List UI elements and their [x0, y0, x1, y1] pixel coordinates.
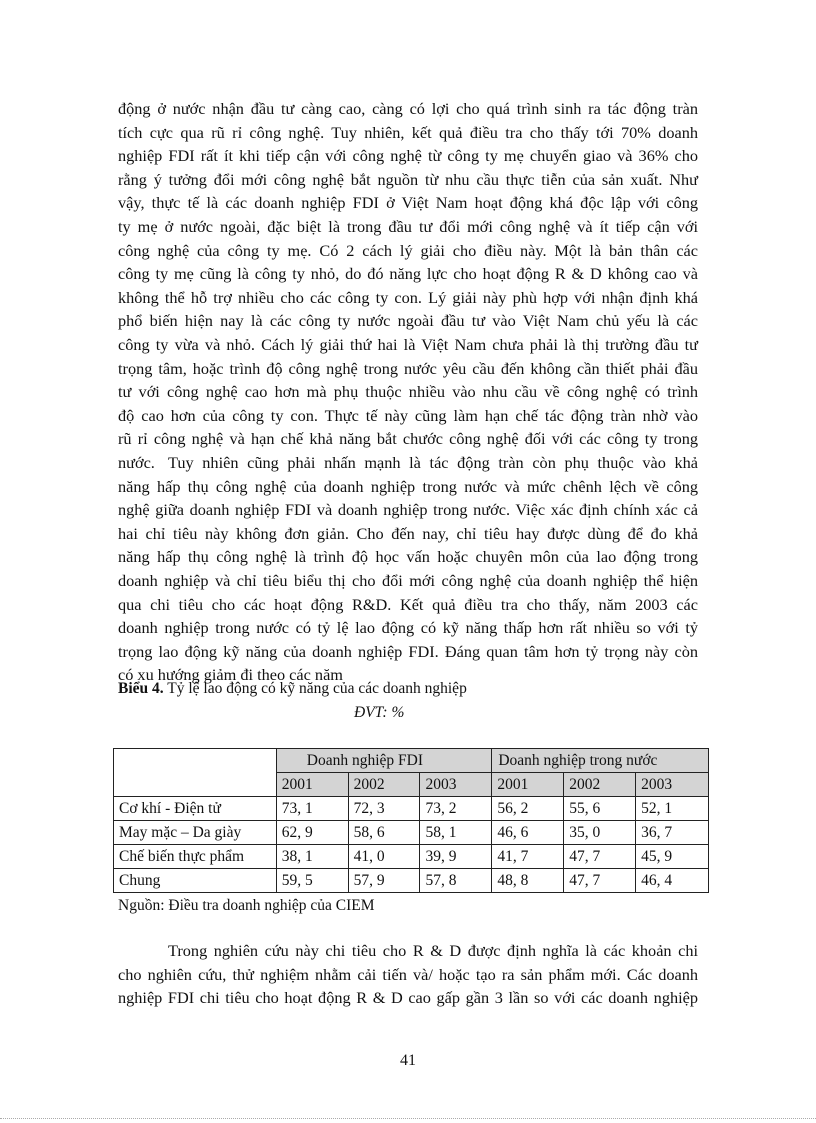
table-cell: 41, 0: [348, 845, 420, 869]
text-line: Tuy nhiên cũng phải nhấn mạnh là tác động tràn còn phụ thuộc vào khả: [168, 453, 698, 472]
text-line: ty mẹ ở nước ngoài, đặc biệt là trong đầu tư đổi mới công nghệ và ít tiếp cận với: [118, 216, 698, 236]
text-line: công nghệ của công ty mẹ. Có 2 cách lý giải cho điều này. Một là bản thân các: [118, 240, 698, 260]
table-source: Nguồn: Điều tra doanh nghiệp của CIEM: [118, 897, 375, 914]
text-line: năng hấp thụ công nghệ là trình độ học vấn hoặc chuyên môn của lao động trong: [118, 547, 698, 567]
text-line: cho nghiên cứu, thử nghiệm nhằm cải tiến và/ hoặc tạo ra sản phẩm mới. Các doanh: [118, 964, 698, 984]
table-caption: [118, 680, 467, 698]
table-cell: 39, 9: [420, 845, 492, 869]
text-line: doanh nghiệp và chỉ tiêu biểu thị cho đổi mới công nghệ của doanh nghiệp thể hiện: [118, 570, 698, 590]
group-header-fdi: Doanh nghiệp FDI: [276, 749, 492, 773]
table-cell: 56, 2: [492, 797, 564, 821]
text-line: hai chỉ tiêu này không đơn giản. Cho đến nay, chỉ tiêu hay được dùng để đo khả: [118, 523, 698, 543]
text-line: nghiệp FDI chi tiêu cho hoạt động R & D cao gấp gần 3 lần so với các doanh nghiệp: [118, 988, 698, 1008]
paragraph-2: [118, 451, 698, 687]
text-line: tích cực qua rũ rỉ công nghệ. Tuy nhiên, kết quả điều tra cho thấy tới 70% doanh: [118, 122, 698, 142]
paragraph-3: [118, 939, 698, 1010]
table-cell: 55, 6: [564, 797, 636, 821]
text-line: doanh nghiệp trong nước có tỷ lệ lao động có kỹ năng thấp hơn rất nhiều so với tỷ: [118, 618, 698, 638]
group-header-domestic: Doanh nghiệp trong nước: [492, 749, 709, 773]
table-cell: 52, 1: [636, 797, 709, 821]
text-line: Trong nghiên cứu này chi tiêu cho R & D được định nghĩa là các khoản chi: [168, 941, 698, 960]
text-line: qua chi tiêu cho các hoạt động R&D. Kết quả điều tra cho thấy, năm 2003 các: [118, 594, 698, 614]
text-line: trọng lao động kỹ năng của doanh nghiệp FDI. Đáng quan tâm hơn tỷ trọng này còn: [118, 641, 698, 661]
row-label: Cơ khí - Điện tử: [114, 797, 277, 821]
table-cell: 57, 9: [348, 869, 420, 893]
table-cell: 59, 5: [276, 869, 348, 893]
year-header: 2002: [564, 773, 636, 797]
text-line: nước.: [118, 452, 155, 472]
table-row: [114, 797, 709, 821]
text-line: rũ rỉ công nghệ và hạn chế khả năng bắt chước công nghệ đối với các công ty trong: [118, 429, 698, 449]
unit-label: ĐVT: %: [354, 704, 405, 721]
text-line: công ty vừa và nhỏ. Cách lý giải thứ hai là Việt Nam chưa phải là thị trường đầu tư: [118, 334, 698, 354]
row-label: May mặc – Da giày: [114, 821, 277, 845]
caption-text: Tỷ lệ lao động có kỹ năng của các doanh nghiệp: [163, 680, 467, 697]
page-edge-divider: [0, 1118, 816, 1119]
table-row: [114, 845, 709, 869]
table-cell: 48, 8: [492, 869, 564, 893]
table-cell: 57, 8: [420, 869, 492, 893]
year-header: 2002: [348, 773, 420, 797]
table-cell: 72, 3: [348, 797, 420, 821]
table-cell: 35, 0: [564, 821, 636, 845]
text-line: công ty mẹ cũng là công ty nhỏ, do đó năng lực cho hoạt động R & D không cao và: [118, 264, 698, 284]
table-row: [114, 869, 709, 893]
table-row: [114, 821, 709, 845]
skill-ratio-table: [113, 748, 709, 893]
text-line: tư với công nghệ cao hơn mà phụ thuộc nhiều vào nhu cầu về công nghệ có trình: [118, 382, 698, 402]
year-header: 2001: [492, 773, 564, 797]
table-cell: 47, 7: [564, 845, 636, 869]
text-line: không thể hỗ trợ nhiều cho các công ty con. Lý giải này phù hợp với nhận định khá: [118, 287, 698, 307]
row-label: Chế biến thực phẩm: [114, 845, 277, 869]
text-line: độ cao hơn của công ty con. Thực tế này cũng làm hạn chế tác động tràn nhờ vào: [118, 405, 698, 425]
row-label: Chung: [114, 869, 277, 893]
text-line: vậy, thực tế là các doanh nghiệp FDI ở Việt Nam hoạt động khá độc lập với công: [118, 193, 698, 213]
table-cell: 46, 4: [636, 869, 709, 893]
caption-label: Biểu 4.: [118, 680, 164, 697]
table-cell: 58, 1: [420, 821, 492, 845]
table-cell: 45, 9: [636, 845, 709, 869]
paragraph-1: [118, 97, 698, 475]
table-cell: 36, 7: [636, 821, 709, 845]
text-line: nghiệp FDI rất ít khi tiếp cận với công nghệ từ công ty mẹ chuyển giao và 36% cho: [118, 146, 698, 166]
text-line: động ở nước nhận đầu tư càng cao, càng có lợi cho quá trình sinh ra tác động tràn: [118, 99, 698, 118]
table-corner-cell: [114, 749, 277, 797]
table-cell: 46, 6: [492, 821, 564, 845]
table-header-row: [114, 749, 709, 773]
year-header: 2003: [420, 773, 492, 797]
text-line: nghệ giữa doanh nghiệp FDI và doanh nghiệp trong nước. Việc xác định chính xác cả: [118, 500, 698, 520]
text-line: trọng tâm, hoặc trình độ công nghệ trong nước yêu cầu đến không cần thiết phải đầu: [118, 358, 698, 378]
table-cell: 41, 7: [492, 845, 564, 869]
table-cell: 62, 9: [276, 821, 348, 845]
table-cell: 38, 1: [276, 845, 348, 869]
year-header: 2001: [276, 773, 348, 797]
text-line: rằng ý tưởng đổi mới công nghệ bắt nguồn từ nhu cầu thực tiễn của sản xuất. Như: [118, 169, 698, 189]
table-cell: 73, 1: [276, 797, 348, 821]
text-line: phổ biến hiện nay là các công ty nước ngoài đầu tư vào Việt Nam chủ yếu là các: [118, 311, 698, 331]
table-cell: 73, 2: [420, 797, 492, 821]
text-line: có xu hướng giảm đi theo các năm: [118, 665, 343, 685]
table-cell: 58, 6: [348, 821, 420, 845]
text-line: năng hấp thụ công nghệ của doanh nghiệp trong nước và mức chênh lệch về công: [118, 476, 698, 496]
table-cell: 47, 7: [564, 869, 636, 893]
year-header: 2003: [636, 773, 709, 797]
page-number: 41: [400, 1052, 416, 1069]
